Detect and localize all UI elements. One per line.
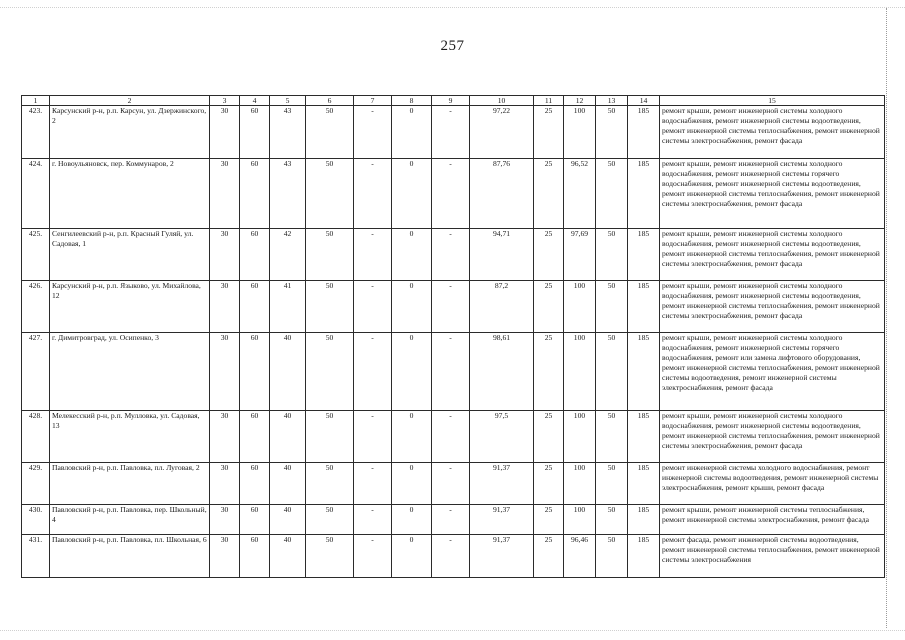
cell-col-4: 60 [240,106,270,159]
cell-col-6: 50 [306,411,354,463]
cell-col-11: 25 [534,159,564,229]
address-cell: Мелекесский р-н, р.п. Мулловка, ул. Садовая, 13 [50,411,210,463]
cell-col-12: 97,69 [564,229,596,281]
works-description-cell: ремонт фасада, ремонт инженерной системы водоотведения, ремонт инженерной системы теплоснабжения, ремонт инженерной системы электроснабжения [660,535,885,578]
column-header-2: 2 [50,96,210,106]
column-header-14: 14 [628,96,660,106]
cell-col-12: 100 [564,333,596,411]
cell-col-5: 40 [270,505,306,535]
cell-col-10: 97,22 [470,106,534,159]
cell-col-5: 42 [270,229,306,281]
row-number: 423. [22,106,50,159]
cell-col-4: 60 [240,463,270,505]
cell-col-12: 96,46 [564,535,596,578]
cell-col-9: - [432,106,470,159]
cell-col-7: - [354,333,392,411]
column-header-8: 8 [392,96,432,106]
table-row [22,159,885,229]
cell-col-3: 30 [210,535,240,578]
cell-col-7: - [354,535,392,578]
cell-col-11: 25 [534,505,564,535]
cell-col-3: 30 [210,411,240,463]
cell-col-14: 185 [628,281,660,333]
cell-col-12: 100 [564,411,596,463]
address-cell: Карсунский р-н, р.п. Языково, ул. Михайлова, 12 [50,281,210,333]
cell-col-10: 91,37 [470,463,534,505]
row-number: 428. [22,411,50,463]
cell-col-13: 50 [596,159,628,229]
cell-col-6: 50 [306,281,354,333]
cell-col-3: 30 [210,505,240,535]
cell-col-9: - [432,159,470,229]
cell-col-6: 50 [306,159,354,229]
page-edge-line [886,8,888,628]
cell-col-3: 30 [210,281,240,333]
cell-col-12: 100 [564,463,596,505]
cell-col-11: 25 [534,229,564,281]
cell-col-13: 50 [596,281,628,333]
cell-col-12: 96,52 [564,159,596,229]
cell-col-4: 60 [240,159,270,229]
cell-col-10: 97,5 [470,411,534,463]
cell-col-14: 185 [628,535,660,578]
address-cell: Сенгилеевский р-н, р.п. Красный Гуляй, ул. Садовая, 1 [50,229,210,281]
cell-col-13: 50 [596,535,628,578]
table-row [22,106,885,159]
cell-col-6: 50 [306,505,354,535]
cell-col-5: 41 [270,281,306,333]
table-row [22,281,885,333]
cell-col-7: - [354,411,392,463]
cell-col-9: - [432,505,470,535]
works-description-cell: ремонт крыши, ремонт инженерной системы холодного водоснабжения, ремонт инженерной системы водоотведения, ремонт инженерной системы теплоснабжения, ремонт инженерной системы электроснабжения, ремонт фасада [660,281,885,333]
cell-col-8: 0 [392,535,432,578]
table-row [22,229,885,281]
cell-col-8: 0 [392,411,432,463]
table-row [22,463,885,505]
column-header-3: 3 [210,96,240,106]
cell-col-4: 60 [240,535,270,578]
column-header-12: 12 [564,96,596,106]
cell-col-9: - [432,535,470,578]
cell-col-6: 50 [306,229,354,281]
cell-col-3: 30 [210,333,240,411]
cell-col-13: 50 [596,333,628,411]
cell-col-7: - [354,159,392,229]
row-number: 425. [22,229,50,281]
cell-col-12: 100 [564,505,596,535]
address-cell: г. Новоульяновск, пер. Коммунаров, 2 [50,159,210,229]
works-description-cell: ремонт крыши, ремонт инженерной системы холодного водоснабжения, ремонт инженерной системы водоотведения, ремонт инженерной системы теплоснабжения, ремонт инженерной системы электроснабжения, ремонт фасада [660,229,885,281]
column-header-5: 5 [270,96,306,106]
cell-col-14: 185 [628,333,660,411]
address-cell: Павловский р-н, р.п. Павловка, пер. Школьный, 4 [50,505,210,535]
header-row [22,96,885,106]
cell-col-13: 50 [596,106,628,159]
scan-artifact-top [0,7,905,9]
cell-col-14: 185 [628,159,660,229]
row-number: 430. [22,505,50,535]
cell-col-14: 185 [628,411,660,463]
cell-col-4: 60 [240,333,270,411]
column-header-13: 13 [596,96,628,106]
address-cell: г. Димитровград, ул. Осипенко, 3 [50,333,210,411]
column-header-10: 10 [470,96,534,106]
cell-col-10: 98,61 [470,333,534,411]
cell-col-4: 60 [240,281,270,333]
cell-col-11: 25 [534,411,564,463]
cell-col-12: 100 [564,281,596,333]
cell-col-12: 100 [564,106,596,159]
cell-col-8: 0 [392,463,432,505]
cell-col-8: 0 [392,333,432,411]
cell-col-5: 40 [270,333,306,411]
cell-col-5: 43 [270,159,306,229]
cell-col-8: 0 [392,106,432,159]
cell-col-11: 25 [534,281,564,333]
cell-col-7: - [354,229,392,281]
cell-col-7: - [354,505,392,535]
cell-col-11: 25 [534,333,564,411]
scan-artifact-bottom [0,630,905,632]
works-description-cell: ремонт крыши, ремонт инженерной системы холодного водоснабжения, ремонт инженерной системы горячего водоснабжения, ремонт инженерной системы водоотведения, ремонт инженерной системы теплоснабжения, ремонт инженерной системы электроснабжения, ремонт фасада [660,159,885,229]
cell-col-3: 30 [210,159,240,229]
cell-col-14: 185 [628,463,660,505]
cell-col-10: 94,71 [470,229,534,281]
cell-col-8: 0 [392,159,432,229]
column-header-1: 1 [22,96,50,106]
cell-col-10: 87,2 [470,281,534,333]
cell-col-6: 50 [306,535,354,578]
address-cell: Карсунский р-н, р.п. Карсун, ул. Дзержинского, 2 [50,106,210,159]
table-row [22,535,885,578]
row-number: 426. [22,281,50,333]
cell-col-8: 0 [392,281,432,333]
cell-col-9: - [432,281,470,333]
cell-col-4: 60 [240,411,270,463]
cell-col-8: 0 [392,505,432,535]
address-cell: Павловский р-н, р.п. Павловка, пл. Луговая, 2 [50,463,210,505]
cell-col-11: 25 [534,106,564,159]
works-description-cell: ремонт крыши, ремонт инженерной системы теплоснабжения, ремонт инженерной системы электроснабжения, ремонт фасада [660,505,885,535]
cell-col-9: - [432,463,470,505]
cell-col-14: 185 [628,229,660,281]
works-description-cell: ремонт крыши, ремонт инженерной системы холодного водоснабжения, ремонт инженерной системы водоотведения, ремонт инженерной системы теплоснабжения, ремонт инженерной системы электроснабжения, ремонт фасада [660,411,885,463]
cell-col-5: 40 [270,535,306,578]
column-header-4: 4 [240,96,270,106]
column-header-15: 15 [660,96,885,106]
cell-col-14: 185 [628,505,660,535]
table-row [22,505,885,535]
works-description-cell: ремонт крыши, ремонт инженерной системы холодного водоснабжения, ремонт инженерной системы водоотведения, ремонт инженерной системы теплоснабжения, ремонт инженерной системы электроснабжения, ремонт фасада [660,106,885,159]
column-header-11: 11 [534,96,564,106]
cell-col-13: 50 [596,229,628,281]
row-number: 431. [22,535,50,578]
cell-col-9: - [432,333,470,411]
row-number: 427. [22,333,50,411]
cell-col-13: 50 [596,505,628,535]
cell-col-5: 43 [270,106,306,159]
cell-col-4: 60 [240,229,270,281]
column-header-7: 7 [354,96,392,106]
cell-col-10: 91,37 [470,535,534,578]
column-header-9: 9 [432,96,470,106]
address-cell: Павловский р-н, р.п. Павловка, пл. Школьная, 6 [50,535,210,578]
cell-col-13: 50 [596,411,628,463]
cell-col-3: 30 [210,229,240,281]
cell-col-5: 40 [270,411,306,463]
cell-col-5: 40 [270,463,306,505]
cell-col-11: 25 [534,535,564,578]
cell-col-4: 60 [240,505,270,535]
table-row [22,411,885,463]
row-number: 429. [22,463,50,505]
row-number: 424. [22,159,50,229]
cell-col-9: - [432,411,470,463]
cell-col-7: - [354,463,392,505]
cell-col-10: 87,76 [470,159,534,229]
cell-col-3: 30 [210,463,240,505]
repair-schedule-table [21,95,885,578]
cell-col-8: 0 [392,229,432,281]
works-description-cell: ремонт инженерной системы холодного водоснабжения, ремонт инженерной системы водоотведения, ремонт инженерной системы электроснабжения, ремонт крыши, ремонт фасада [660,463,885,505]
cell-col-13: 50 [596,463,628,505]
cell-col-3: 30 [210,106,240,159]
cell-col-11: 25 [534,463,564,505]
cell-col-10: 91,37 [470,505,534,535]
cell-col-6: 50 [306,333,354,411]
works-description-cell: ремонт крыши, ремонт инженерной системы холодного водоснабжения, ремонт инженерной системы горячего водоснабжения, ремонт или замена лифтового оборудования, ремонт инженерной системы теплоснабжения, ремонт инженерной системы водоотведения, ремонт инженерной системы электроснабжения, ремонт фасада [660,333,885,411]
cell-col-14: 185 [628,106,660,159]
cell-col-7: - [354,106,392,159]
cell-col-7: - [354,281,392,333]
page-number: 257 [440,38,465,54]
table-row [22,333,885,411]
cell-col-6: 50 [306,106,354,159]
column-header-6: 6 [306,96,354,106]
cell-col-6: 50 [306,463,354,505]
cell-col-9: - [432,229,470,281]
